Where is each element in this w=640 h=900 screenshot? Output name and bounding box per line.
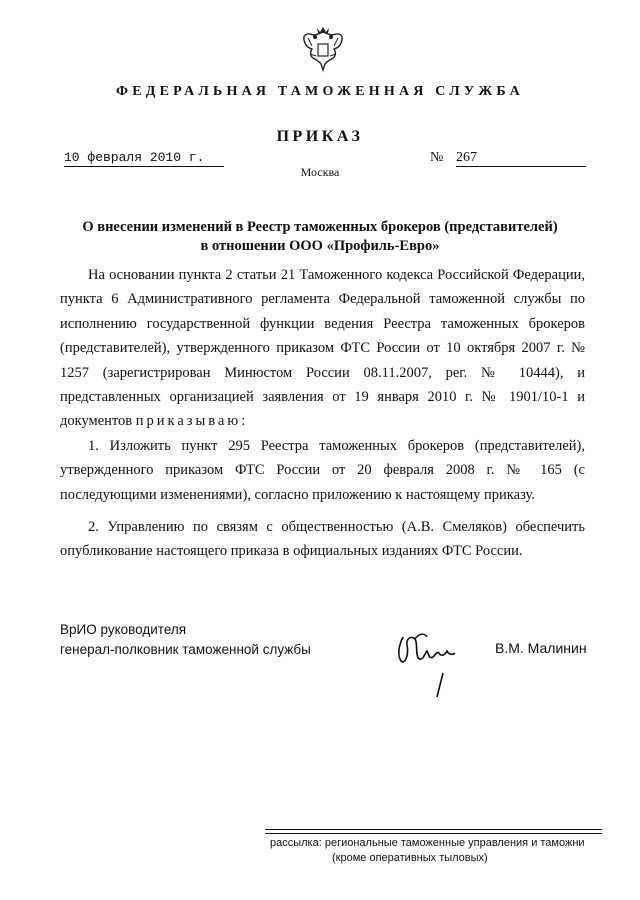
- number-label: №: [430, 150, 444, 165]
- preamble-paragraph: [60, 263, 585, 434]
- distribution-divider: [265, 829, 602, 830]
- preamble-text: На основании пункта 2 статьи 21 Таможенного кодекса Российской Федерации, пункта 6 Административного регламента Федеральной таможенной службы по исполнению государственной функции ведения Реестра таможенных брокеров (представителей), утвержденного приказом ФТС России от 10 октября 2007 г. № 1257 (зарегистрирован Минюстом России 08.11.2007, рег. № 10444), и представленных организацией заявления от 19 января 2010 г. № 1901/10-1 и документов: [60, 267, 585, 430]
- handwritten-signature: [385, 625, 475, 705]
- distribution-line-2: (кроме оперативных тыловых): [332, 852, 488, 864]
- order-word: приказываю:: [135, 413, 249, 430]
- signatory-name: В.М. Малинин: [495, 640, 587, 656]
- signatory-title: [60, 620, 311, 660]
- city: Москва: [300, 165, 340, 179]
- agency-name: ФЕДЕРАЛЬНАЯ ТАМОЖЕННАЯ СЛУЖБА: [116, 84, 524, 99]
- distribution-divider-2: [265, 833, 602, 834]
- distribution-line-1: рассылка: региональные таможенные управления и таможни: [270, 837, 585, 849]
- heading-line-2: в отношении ООО «Профиль-Евро»: [200, 238, 440, 254]
- item-2: 2. Управлению по связям с общественностью (А.В. Смеляков) обеспечить опубликование настоящего приказа в официальных изданиях ФТС России.: [60, 519, 585, 560]
- emblem-icon: [300, 24, 346, 74]
- heading-line-1: О внесении изменений в Реестр таможенных брокеров (представителей): [82, 219, 558, 235]
- distribution-list: [270, 836, 610, 866]
- order-date: 10 февраля 2010 г.: [64, 150, 224, 167]
- document-type: ПРИКАЗ: [276, 128, 364, 145]
- signatory-title-line-2: генерал-полковник таможенной службы: [60, 642, 311, 657]
- order-heading: [60, 218, 580, 256]
- order-number: 267: [456, 150, 586, 167]
- signatory-title-line-1: ВрИО руководителя: [60, 622, 187, 637]
- order-body: [60, 263, 585, 564]
- item-1: 1. Изложить пункт 295 Реестра таможенных брокеров (представителей), утвержденного приказом ФТС России от 20 февраля 2008 г. № 165 (с последующими изменениями), согласно приложению к настоящему приказу.: [60, 437, 585, 503]
